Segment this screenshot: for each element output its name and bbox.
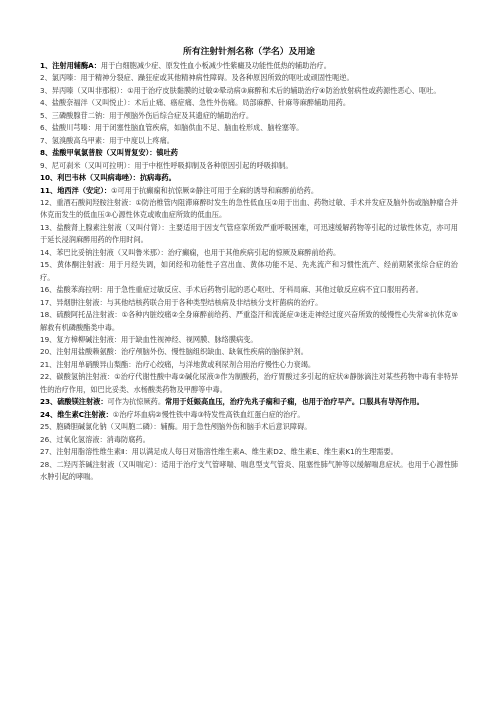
list-item [40, 459, 458, 484]
item-text: 黄体酮注射液：用于月经失调，如闭经和功能性子宫出血、黄体功能不足、先兆流产和习惯性流产、经前期紧张综合症的治疗。 [40, 260, 458, 282]
item-emphasis: 常用于妊娠高血压，治疗先兆子痫和子痫，也用于治疗早产。口服具有导泻作用。 [165, 397, 424, 407]
item-text: 氯丙嗪：用于精神分裂症、躁狂症或其他精神病性障碍。及各种原因所致的呕吐或顽固性呃逆。 [51, 73, 354, 83]
item-lead: 5、 [40, 110, 52, 120]
item-lead: 28、 [40, 459, 57, 469]
list-item [40, 396, 458, 408]
item-text: 胞磷胆碱氯化钠（又叫胞二磷）：辅酶。用于急性颅脑外伤和脑手术后意识障碍。 [56, 422, 312, 432]
list-item [40, 122, 458, 134]
item-lead: 16、 [40, 285, 57, 295]
item-lead: 4、 [40, 98, 52, 108]
item-text: 可作为抗惊厥药。 [107, 397, 166, 407]
list-item [40, 409, 458, 421]
item-text: 盐酸肾上腺素注射液（又叫付肾）：主要适用于因支气管痉挛所致严重呼吸困难，可迅速缓解药物等引起的过敏性休克，亦可用于延长浸润麻醉用药的作用时间。 [40, 222, 458, 245]
item-lead: 11、地西泮（安定）： [40, 185, 112, 195]
item-text: ①可用于抗癫痫和抗惊厥②静注可用于全麻的诱导和麻醉前给药。 [111, 185, 319, 195]
item-lead: 19、 [40, 334, 57, 344]
list-item [40, 309, 458, 334]
list-item [40, 434, 458, 446]
item-text: 注射用单硝酸异山梨酯：治疗心绞痛，与洋地黄或利尿剂合用治疗慢性心力衰竭。 [56, 359, 316, 369]
list-item [40, 284, 458, 296]
item-text: ①治疗坏血病②慢性铁中毒③特发性高铁血红蛋白症的治疗。 [112, 409, 305, 419]
list-item [40, 197, 458, 222]
item-lead: 2、 [40, 73, 52, 83]
list-item [40, 147, 458, 159]
list-item [40, 85, 458, 97]
item-text: 过氧化氢溶液：消毒防腐药。 [56, 434, 150, 444]
item-text: 尼可刹米（又叫可拉明）：用于中枢性呼吸抑制及各种原因引起的呼吸抑制。 [51, 160, 293, 170]
document-title: 所有注射针剂名称（学名）及用途 [183, 47, 315, 57]
list-item [40, 110, 458, 122]
item-lead: 22、 [40, 372, 57, 382]
item-lead: 20、 [40, 347, 57, 357]
item-text: 氢溴酸高乌甲素：用于中度以上疼痛。 [51, 135, 174, 145]
item-lead: 24、维生素C注射液： [40, 409, 113, 419]
item-lead: 14、 [40, 247, 57, 257]
list-item [40, 421, 458, 433]
list-item [40, 160, 458, 172]
item-lead: 15、 [40, 260, 57, 270]
item-text: 注射用脂溶性维生素Ⅱ：用以满足成人每日对脂溶性维生素A、维生素D2、维生素E、维生素K1的生理需要。 [56, 447, 398, 457]
item-lead: 27、 [40, 447, 57, 457]
item-lead: 25、 [40, 422, 57, 432]
list-item [40, 259, 458, 284]
item-lead: 6、 [40, 123, 52, 133]
item-text: 盐酸苯海拉明：用于急性重症过敏反应、手术后药物引起的恶心呕吐、牙科局麻、其他过敏反应病不宜口服用药者。 [56, 285, 423, 295]
item-lead: 7、 [40, 135, 52, 145]
item-text: 苯巴比妥钠注射液（又叫鲁米那）：治疗癫痫，也用于其他疾病引起的惊厥及麻醉前给药。 [56, 247, 341, 257]
list-item [40, 172, 458, 184]
item-lead: 12、 [40, 197, 57, 207]
item-text: 异丙嗪（又叫非那根）：①用于治疗皮肤黏膜的过敏②晕动病③麻醉和术后的辅助治疗④防治放射病性或药源性恶心、呕吐。 [51, 85, 441, 95]
item-lead: 3、 [40, 85, 52, 95]
item-text: 硫酸阿托品注射液：①各种内脏绞痛②全身麻醉前给药、严重盗汗和流涎症③迷走神经过度兴奋所致的缓慢性心失常④抗休克⑤解救有机磷酸酯类中毒。 [40, 310, 458, 332]
item-text: 三磷酸腺苷二钠：用于颅脑外伤后综合症及其遗症的辅助治疗。 [51, 110, 254, 120]
document-page [40, 45, 458, 483]
item-text: 注射用盐酸赖氨酸：治疗颅脑外伤、慢性脑组织缺血、缺氧性疾病的脑保护剂。 [56, 347, 308, 357]
list-item [40, 297, 458, 309]
list-item [40, 185, 458, 197]
item-lead: 26、 [40, 434, 57, 444]
item-text: 用于白细胞减少症、原发性血小板减少性紫癜及功能性低热的辅助治疗。 [100, 61, 331, 70]
list-item [40, 334, 458, 346]
item-lead: 9、 [40, 160, 52, 170]
item-text: 重酒石酸间羟胺注射液：①防治椎管内阻滞麻醉时发生的急性低血压②用于出血、药物过敏、手术并发症及脑外伤或脑肿瘤合并休克而发生的低血压③心源性休克或败血症所致的低血压。 [40, 197, 458, 220]
item-lead: 17、 [40, 297, 57, 307]
item-text: 二羟丙茶碱注射液（又叫喘定）：适用于治疗支气管哮喘、喘息型支气管炎、阻塞性肺气肿等以缓解喘息症状。也用于心源性肺水肿引起的哮喘。 [40, 459, 458, 481]
item-lead: 8、盐酸甲氧氯普胺（又叫胃复安）：镇吐药 [40, 148, 178, 158]
list-item [40, 346, 458, 358]
item-lead: 23、硫酸镁注射液： [40, 397, 108, 407]
list-item [40, 60, 458, 72]
item-text: 碳酸氢钠注射液：①治疗代谢性酸中毒②碱化尿液③作为制酸药，治疗胃酸过多引起的症状④静脉滴注对某些药物中毒有非特异性的治疗作用，如巴比妥类、水杨酸类药物及甲醇等中毒。 [40, 372, 459, 394]
item-lead: 21、 [40, 359, 57, 369]
item-lead: 10、利巴韦林（又叫病毒唑）：抗病毒药。 [40, 173, 176, 183]
list-item [40, 97, 458, 109]
item-text: 盐酸奈福泮（又叫悦止）：术后止痛、癌症痛、急性外伤痛。局部麻醉、针麻等麻醉辅助用药。 [51, 98, 351, 108]
list-item [40, 72, 458, 84]
list-item [40, 371, 458, 396]
item-lead: 1、注射用辅酶A： [40, 61, 101, 70]
item-lead: 13、 [40, 222, 57, 232]
item-lead: 18、 [40, 310, 57, 320]
list-item [40, 222, 458, 247]
list-item [40, 359, 458, 371]
list-item [40, 247, 458, 259]
list-item [40, 135, 458, 147]
list-item [40, 446, 458, 458]
item-text: 复方樟柳碱注射液：用于缺血性视神经、视网膜、脉络膜病变。 [56, 334, 258, 344]
item-text: 异烟肼注射液：与其他结核药联合用于各种类型结核病及非结核分支杆菌病的治疗。 [56, 297, 323, 307]
item-text: 盐酸川芎嗪：用于闭塞性脑血管疾病，如脑供血不足、脑血栓形成、脑栓塞等。 [51, 123, 304, 133]
